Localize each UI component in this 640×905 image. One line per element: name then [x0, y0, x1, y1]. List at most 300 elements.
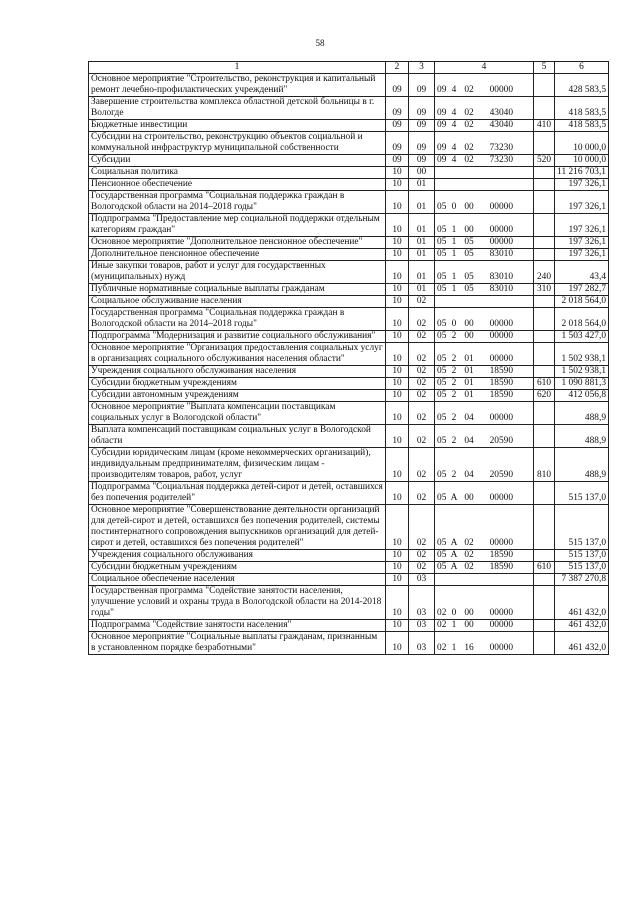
row-expense-type [534, 505, 555, 550]
code-subprogram: 0 [451, 319, 457, 329]
row-amount: 515 137,0 [555, 550, 609, 562]
row-subsection-code: 02 [409, 296, 435, 308]
code-activity: 00 [464, 319, 474, 329]
table-row [89, 261, 609, 284]
row-subsection-code: 02 [409, 425, 435, 448]
row-name: Иные закупки товаров, работ и услуг для государственных (муниципальных) нужд [89, 261, 386, 284]
row-section-code: 10 [386, 331, 409, 343]
row-expense-type [534, 74, 555, 97]
header-col-5: 5 [534, 62, 555, 74]
code-direction: 73230 [489, 143, 513, 153]
row-target-code [435, 155, 534, 167]
code-direction: 00000 [489, 538, 513, 548]
row-subsection-code: 02 [409, 505, 435, 550]
row-amount: 515 137,0 [555, 482, 609, 505]
row-expense-type: 310 [534, 284, 555, 296]
row-target-code [435, 448, 534, 482]
row-subsection-code: 02 [409, 331, 435, 343]
row-subsection-code: 09 [409, 155, 435, 167]
code-activity: 02 [464, 538, 474, 548]
code-activity: 00 [464, 331, 474, 341]
row-section-code: 09 [386, 74, 409, 97]
table-row [89, 284, 609, 296]
row-target-code [435, 237, 534, 249]
row-name: Субсидии бюджетным учреждениям [89, 378, 386, 390]
row-name: Государственная программа "Содействие занятости населения, улучшение условий и охраны труда в Вологодской области на 2014-2018 годы" [89, 586, 386, 620]
row-target-code [435, 261, 534, 284]
row-expense-type: 520 [534, 155, 555, 167]
code-subprogram: 4 [451, 143, 457, 153]
row-section-code: 09 [386, 97, 409, 120]
row-amount: 10 000,0 [555, 155, 609, 167]
row-expense-type: 620 [534, 390, 555, 402]
code-subprogram: 2 [451, 331, 457, 341]
code-program: 09 [437, 85, 447, 95]
code-program: 02 [437, 620, 447, 630]
row-expense-type [534, 167, 555, 179]
row-target-code [435, 390, 534, 402]
row-subsection-code: 03 [409, 586, 435, 620]
code-activity: 02 [464, 550, 474, 560]
code-program: 05 [437, 237, 447, 247]
row-subsection-code: 00 [409, 167, 435, 179]
row-name: Дополнительное пенсионное обеспечение [89, 249, 386, 261]
code-program: 09 [437, 120, 447, 130]
row-subsection-code: 09 [409, 132, 435, 155]
row-target-code [435, 402, 534, 425]
table-row [89, 620, 609, 632]
row-name: Основное мероприятие "Выплата компенсации поставщикам социальных услуг в Вологодской области" [89, 402, 386, 425]
code-program: 09 [437, 143, 447, 153]
row-expense-type [534, 97, 555, 120]
row-name: Подпрограмма "Социальная поддержка детей-сирот и детей, оставшихся без попечения родителей" [89, 482, 386, 505]
table-body [89, 74, 609, 655]
code-direction: 00000 [489, 319, 513, 329]
code-subprogram: А [450, 562, 458, 572]
row-amount: 2 018 564,0 [555, 308, 609, 331]
table-row [89, 308, 609, 331]
code-direction: 00000 [489, 643, 513, 653]
row-section-code: 09 [386, 155, 409, 167]
row-target-code [435, 574, 534, 586]
row-expense-type: 240 [534, 261, 555, 284]
row-amount: 2 018 564,0 [555, 296, 609, 308]
row-amount: 515 137,0 [555, 505, 609, 550]
code-direction: 00000 [489, 608, 513, 618]
code-program: 09 [437, 155, 447, 165]
code-activity: 05 [464, 237, 474, 247]
row-section-code: 10 [386, 167, 409, 179]
code-subprogram: 2 [451, 366, 457, 376]
code-direction: 18590 [489, 378, 513, 388]
row-expense-type [534, 574, 555, 586]
row-expense-type [534, 249, 555, 261]
budget-table [88, 61, 609, 655]
code-direction: 18590 [489, 562, 513, 572]
code-program: 05 [437, 390, 447, 400]
row-section-code: 09 [386, 120, 409, 132]
code-activity: 05 [464, 284, 474, 294]
code-activity: 02 [464, 85, 474, 95]
code-subprogram: 2 [451, 378, 457, 388]
row-amount: 461 432,0 [555, 620, 609, 632]
code-program: 05 [437, 413, 447, 423]
row-subsection-code: 01 [409, 261, 435, 284]
row-subsection-code: 01 [409, 249, 435, 261]
code-subprogram: 2 [451, 390, 457, 400]
row-target-code [435, 167, 534, 179]
table-row [89, 155, 609, 167]
code-direction: 00000 [489, 620, 513, 630]
code-program: 05 [437, 538, 447, 548]
row-name: Социальное обеспечение населения [89, 574, 386, 586]
code-subprogram: 4 [451, 120, 457, 130]
code-subprogram: 4 [451, 108, 457, 118]
row-amount: 197 326,1 [555, 249, 609, 261]
table-row [89, 402, 609, 425]
row-section-code: 10 [386, 574, 409, 586]
row-subsection-code: 02 [409, 378, 435, 390]
code-program: 05 [437, 319, 447, 329]
row-subsection-code: 01 [409, 214, 435, 237]
code-program: 05 [437, 284, 447, 294]
row-section-code: 10 [386, 562, 409, 574]
row-name: Подпрограмма "Предоставление мер социальной поддержки отдельным категориям граждан" [89, 214, 386, 237]
code-program: 05 [437, 493, 447, 503]
code-program: 05 [437, 562, 447, 572]
code-direction: 43040 [489, 108, 513, 118]
code-program: 05 [437, 366, 447, 376]
code-direction: 00000 [489, 413, 513, 423]
row-name: Подпрограмма "Модернизация и развитие социального обслуживания" [89, 331, 386, 343]
table-row [89, 425, 609, 448]
row-amount: 1 503 427,0 [555, 331, 609, 343]
row-name: Субсидии автономным учреждениям [89, 390, 386, 402]
header-col-4: 4 [435, 62, 534, 74]
table-row [89, 214, 609, 237]
row-target-code [435, 425, 534, 448]
row-amount: 461 432,0 [555, 632, 609, 655]
row-name: Учреждения социального обслуживания населения [89, 366, 386, 378]
row-amount: 488,9 [555, 425, 609, 448]
header-col-3: 3 [409, 62, 435, 74]
row-name: Основное мероприятие "Строительство, реконструкция и капитальный ремонт лечебно-профилактических учреждений" [89, 74, 386, 97]
code-direction: 00000 [489, 225, 513, 235]
row-target-code [435, 132, 534, 155]
row-subsection-code: 03 [409, 574, 435, 586]
row-amount: 461 432,0 [555, 586, 609, 620]
code-program: 05 [437, 225, 447, 235]
row-subsection-code: 02 [409, 308, 435, 331]
row-name: Основное мероприятие "Организация предоставления социальных услуг в организациях социального обслуживания населения области" [89, 343, 386, 366]
row-section-code: 10 [386, 620, 409, 632]
row-amount: 10 000,0 [555, 132, 609, 155]
row-expense-type [534, 331, 555, 343]
code-activity: 02 [464, 562, 474, 572]
row-amount: 197 326,1 [555, 191, 609, 214]
page-number: 58 [315, 38, 325, 48]
row-expense-type [534, 296, 555, 308]
row-section-code: 10 [386, 482, 409, 505]
code-direction: 83010 [489, 249, 513, 259]
table-row [89, 550, 609, 562]
code-subprogram: 1 [451, 249, 457, 259]
row-amount: 418 583,5 [555, 97, 609, 120]
row-target-code [435, 586, 534, 620]
row-subsection-code: 02 [409, 390, 435, 402]
code-direction: 00000 [489, 354, 513, 364]
row-amount: 197 326,1 [555, 214, 609, 237]
row-target-code [435, 191, 534, 214]
code-subprogram: 2 [451, 436, 457, 446]
row-expense-type: 410 [534, 120, 555, 132]
row-target-code [435, 331, 534, 343]
row-target-code [435, 97, 534, 120]
row-expense-type [534, 214, 555, 237]
row-name: Субсидии на строительство, реконструкцию объектов социальной и коммунальной инфраструктур муниципальной собственности [89, 132, 386, 155]
row-name: Основное мероприятие "Социальные выплаты гражданам, признанным в установленном порядке безработными" [89, 632, 386, 655]
table-row [89, 586, 609, 620]
row-section-code: 10 [386, 448, 409, 482]
row-target-code [435, 482, 534, 505]
code-activity: 01 [464, 366, 474, 376]
row-target-code [435, 249, 534, 261]
code-subprogram: 4 [451, 85, 457, 95]
table-row [89, 390, 609, 402]
row-subsection-code: 02 [409, 366, 435, 378]
row-section-code: 10 [386, 390, 409, 402]
row-section-code: 10 [386, 214, 409, 237]
row-target-code [435, 343, 534, 366]
code-activity: 04 [464, 470, 474, 480]
row-section-code: 10 [386, 296, 409, 308]
table-row [89, 574, 609, 586]
row-section-code: 10 [386, 586, 409, 620]
row-name: Государственная программа "Социальная поддержка граждан в Вологодской области на 2014–2018 годы" [89, 191, 386, 214]
row-section-code: 10 [386, 505, 409, 550]
code-direction: 18590 [489, 390, 513, 400]
code-program: 05 [437, 272, 447, 282]
code-direction: 00000 [489, 237, 513, 247]
row-amount: 515 137,0 [555, 562, 609, 574]
code-activity: 04 [464, 413, 474, 423]
row-target-code [435, 366, 534, 378]
row-section-code: 10 [386, 632, 409, 655]
row-expense-type: 610 [534, 562, 555, 574]
code-direction: 20590 [489, 470, 513, 480]
table-row [89, 167, 609, 179]
code-activity: 00 [464, 202, 474, 212]
code-subprogram: 1 [451, 225, 457, 235]
code-program: 02 [437, 608, 447, 618]
table-row [89, 191, 609, 214]
row-name: Государственная программа "Социальная поддержка граждан в Вологодской области на 2014–2018 годы" [89, 308, 386, 331]
row-subsection-code: 01 [409, 191, 435, 214]
row-expense-type [534, 550, 555, 562]
code-subprogram: 4 [451, 155, 457, 165]
row-target-code [435, 214, 534, 237]
table-row [89, 179, 609, 191]
row-amount: 1 502 938,1 [555, 343, 609, 366]
row-amount: 197 282,7 [555, 284, 609, 296]
code-program: 05 [437, 331, 447, 341]
row-section-code: 10 [386, 284, 409, 296]
code-direction: 83010 [489, 284, 513, 294]
row-section-code: 10 [386, 237, 409, 249]
row-amount: 488,9 [555, 448, 609, 482]
code-direction: 20590 [489, 436, 513, 446]
row-subsection-code: 01 [409, 179, 435, 191]
row-subsection-code: 03 [409, 632, 435, 655]
row-name: Субсидии юридическим лицам (кроме некоммерческих организаций), индивидуальным предпринимателям, физическим лицам - производителям товаров, работ, услуг [89, 448, 386, 482]
code-direction: 00000 [489, 331, 513, 341]
row-amount: 197 326,1 [555, 237, 609, 249]
code-direction: 73230 [489, 155, 513, 165]
row-target-code [435, 120, 534, 132]
row-section-code: 10 [386, 366, 409, 378]
table-row [89, 74, 609, 97]
row-expense-type [534, 308, 555, 331]
code-program: 05 [437, 354, 447, 364]
code-subprogram: А [450, 550, 458, 560]
row-subsection-code: 01 [409, 284, 435, 296]
row-section-code: 10 [386, 378, 409, 390]
table-row [89, 482, 609, 505]
code-program: 05 [437, 470, 447, 480]
row-expense-type [534, 179, 555, 191]
code-activity: 00 [464, 493, 474, 503]
code-program: 05 [437, 202, 447, 212]
code-direction: 43040 [489, 120, 513, 130]
row-section-code: 09 [386, 132, 409, 155]
code-program: 05 [437, 249, 447, 259]
table-row [89, 366, 609, 378]
row-expense-type [534, 191, 555, 214]
code-subprogram: 2 [451, 413, 457, 423]
table-row [89, 562, 609, 574]
row-section-code: 10 [386, 550, 409, 562]
table-row [89, 97, 609, 120]
code-subprogram: 0 [451, 202, 457, 212]
row-name: Основное мероприятие "Совершенствование деятельности организаций для детей-сирот и детей, оставшихся без попечения родителей, системы постинтернатного сопровождения выпускников организаций для детей-сирот и детей, оставшихся без попечения родителей" [89, 505, 386, 550]
code-activity: 04 [464, 436, 474, 446]
row-target-code [435, 308, 534, 331]
code-subprogram: 2 [451, 354, 457, 364]
row-amount: 43,4 [555, 261, 609, 284]
table-row [89, 343, 609, 366]
row-name: Пенсионное обеспечение [89, 179, 386, 191]
code-direction: 18590 [489, 550, 513, 560]
code-subprogram: 1 [451, 237, 457, 247]
table-row [89, 296, 609, 308]
code-program: 09 [437, 108, 447, 118]
row-amount: 488,9 [555, 402, 609, 425]
row-section-code: 10 [386, 249, 409, 261]
row-subsection-code: 02 [409, 562, 435, 574]
row-expense-type [534, 237, 555, 249]
row-section-code: 10 [386, 179, 409, 191]
row-amount: 418 583,5 [555, 120, 609, 132]
table-row [89, 378, 609, 390]
row-name: Субсидии [89, 155, 386, 167]
code-activity: 02 [464, 155, 474, 165]
row-target-code [435, 620, 534, 632]
header-col-6: 6 [555, 62, 609, 74]
code-activity: 00 [464, 608, 474, 618]
code-program: 05 [437, 436, 447, 446]
code-subprogram: 1 [451, 620, 457, 630]
row-target-code [435, 550, 534, 562]
row-amount: 197 326,1 [555, 179, 609, 191]
row-target-code [435, 632, 534, 655]
code-subprogram: А [450, 493, 458, 503]
code-subprogram: А [450, 538, 458, 548]
code-activity: 01 [464, 354, 474, 364]
row-amount: 7 387 270,8 [555, 574, 609, 586]
row-amount: 1 090 881,3 [555, 378, 609, 390]
row-expense-type [534, 402, 555, 425]
row-expense-type [534, 343, 555, 366]
row-expense-type [534, 366, 555, 378]
row-expense-type [534, 620, 555, 632]
table-row [89, 249, 609, 261]
code-subprogram: 1 [451, 284, 457, 294]
table-row [89, 632, 609, 655]
row-subsection-code: 02 [409, 343, 435, 366]
code-direction: 00000 [489, 85, 513, 95]
row-amount: 11 216 703,1 [555, 167, 609, 179]
row-name: Выплата компенсаций поставщикам социальных услуг в Вологодской области [89, 425, 386, 448]
code-activity: 01 [464, 390, 474, 400]
code-activity: 00 [464, 225, 474, 235]
code-program: 05 [437, 378, 447, 388]
table-row [89, 132, 609, 155]
row-name: Субсидии бюджетным учреждениям [89, 562, 386, 574]
row-target-code [435, 378, 534, 390]
row-target-code [435, 562, 534, 574]
code-direction: 18590 [489, 366, 513, 376]
code-activity: 05 [464, 249, 474, 259]
row-target-code [435, 179, 534, 191]
row-expense-type [534, 132, 555, 155]
row-target-code [435, 296, 534, 308]
row-expense-type [534, 632, 555, 655]
row-section-code: 10 [386, 191, 409, 214]
code-program: 05 [437, 550, 447, 560]
code-activity: 01 [464, 378, 474, 388]
row-subsection-code: 02 [409, 402, 435, 425]
code-activity: 16 [464, 643, 474, 653]
row-expense-type: 610 [534, 378, 555, 390]
row-subsection-code: 02 [409, 482, 435, 505]
table-header-row [89, 62, 609, 74]
row-section-code: 10 [386, 402, 409, 425]
row-section-code: 10 [386, 425, 409, 448]
row-amount: 428 583,5 [555, 74, 609, 97]
row-name: Публичные нормативные социальные выплаты гражданам [89, 284, 386, 296]
row-name: Подпрограмма "Содействие занятости населения" [89, 620, 386, 632]
code-subprogram: 0 [451, 608, 457, 618]
row-name: Учреждения социального обслуживания [89, 550, 386, 562]
row-target-code [435, 284, 534, 296]
code-activity: 05 [464, 272, 474, 282]
table-row [89, 448, 609, 482]
row-expense-type: 810 [534, 448, 555, 482]
row-target-code [435, 74, 534, 97]
row-expense-type [534, 586, 555, 620]
table-row [89, 331, 609, 343]
row-expense-type [534, 425, 555, 448]
